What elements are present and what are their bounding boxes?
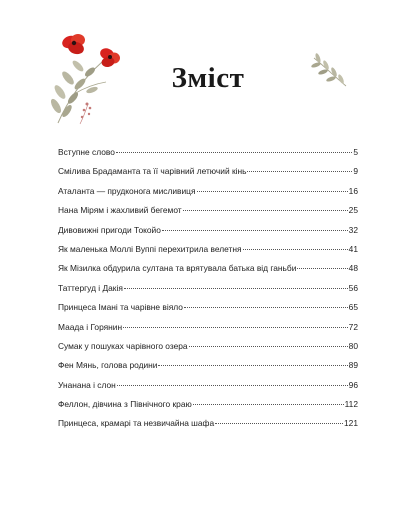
toc-entry-title: Маада і Горянин bbox=[58, 321, 123, 332]
page-title: Зміст bbox=[171, 62, 245, 94]
toc-entry-page: 48 bbox=[348, 263, 358, 274]
dot-leader bbox=[116, 152, 352, 153]
toc-entry-title: Як маленька Моллі Вуппі перехитрила велетня bbox=[58, 243, 242, 254]
toc-entry-title: Фен Мянь, голова родини bbox=[58, 360, 158, 371]
dot-leader bbox=[123, 327, 348, 328]
dot-leader bbox=[247, 171, 352, 172]
toc-entry-title: Аталанта — прудконога мисливиця bbox=[58, 185, 196, 196]
dot-leader bbox=[158, 365, 347, 366]
toc-entry-page: 32 bbox=[348, 224, 358, 235]
toc-entry-page: 9 bbox=[353, 166, 358, 177]
toc-entry[interactable] bbox=[58, 395, 358, 414]
toc-entry[interactable] bbox=[58, 279, 358, 298]
dot-leader bbox=[243, 249, 348, 250]
berry-icon bbox=[88, 113, 90, 115]
toc-entry-title: Принцеса Імані та чарівне віяло bbox=[58, 302, 183, 313]
dot-leader bbox=[189, 346, 348, 347]
dot-leader bbox=[183, 210, 348, 211]
toc-entry-title: Як Мізилка обдурила султана та врятувала батька від ганьби bbox=[58, 263, 297, 274]
toc-entry-page: 25 bbox=[348, 205, 358, 216]
toc-entry[interactable] bbox=[58, 143, 358, 162]
dot-leader bbox=[117, 385, 348, 386]
toc-entry-page: 96 bbox=[348, 379, 358, 390]
toc-entry-title: Феллон, дівчина з Північного краю bbox=[58, 399, 192, 410]
toc-entry-page: 112 bbox=[344, 399, 358, 410]
toc-entry[interactable] bbox=[58, 414, 358, 433]
toc-entry[interactable] bbox=[58, 182, 358, 201]
toc-entry-title: Смілива Брадаманта та її чарівний летючий кінь bbox=[58, 166, 247, 177]
toc-entry[interactable] bbox=[58, 201, 358, 220]
toc-entry-page: 80 bbox=[348, 340, 358, 351]
dot-leader bbox=[215, 423, 343, 424]
berry-icon bbox=[83, 109, 86, 112]
berry-icon bbox=[81, 116, 83, 118]
dot-leader bbox=[184, 307, 348, 308]
toc-entry-page: 16 bbox=[348, 185, 358, 196]
toc-entry[interactable] bbox=[58, 240, 358, 259]
toc-entry-title: Унанана і слон bbox=[58, 379, 116, 390]
toc-entry-page: 65 bbox=[348, 302, 358, 313]
toc-entry-page: 89 bbox=[348, 360, 358, 371]
toc-entry[interactable] bbox=[58, 162, 358, 181]
toc-entry-page: 41 bbox=[348, 243, 358, 254]
dot-leader bbox=[297, 268, 347, 269]
toc-entry[interactable] bbox=[58, 318, 358, 337]
toc-entry[interactable] bbox=[58, 221, 358, 240]
toc-entry-title: Дивовижні пригоди Токойо bbox=[58, 224, 161, 235]
toc-entry[interactable] bbox=[58, 356, 358, 375]
toc-entry-title: Сумак у пошуках чарівного озера bbox=[58, 340, 188, 351]
leaf-icon bbox=[49, 97, 63, 114]
toc-entry[interactable] bbox=[58, 376, 358, 395]
dot-leader bbox=[197, 191, 348, 192]
table-of-contents bbox=[58, 143, 358, 434]
toc-entry-title: Принцеса, крамарі та незвичайна шафа bbox=[58, 418, 215, 429]
toc-entry-page: 121 bbox=[344, 418, 358, 429]
poppy-icon bbox=[60, 34, 85, 56]
toc-entry-title: Таттергуд і Дакія bbox=[58, 282, 123, 293]
toc-entry-title: Нана Мірям і жахливий бегемот bbox=[58, 205, 182, 216]
toc-entry-page: 56 bbox=[348, 282, 358, 293]
berry-icon bbox=[89, 107, 92, 110]
toc-entry-title: Вступне слово bbox=[58, 147, 115, 157]
dot-leader bbox=[162, 230, 348, 231]
dot-leader bbox=[124, 288, 348, 289]
toc-entry-page: 5 bbox=[353, 147, 358, 157]
toc-entry[interactable] bbox=[58, 298, 358, 317]
berry-icon bbox=[86, 103, 89, 106]
dot-leader bbox=[193, 404, 344, 405]
toc-entry-page: 72 bbox=[348, 321, 358, 332]
toc-entry[interactable] bbox=[58, 337, 358, 356]
toc-entry[interactable] bbox=[58, 259, 358, 278]
